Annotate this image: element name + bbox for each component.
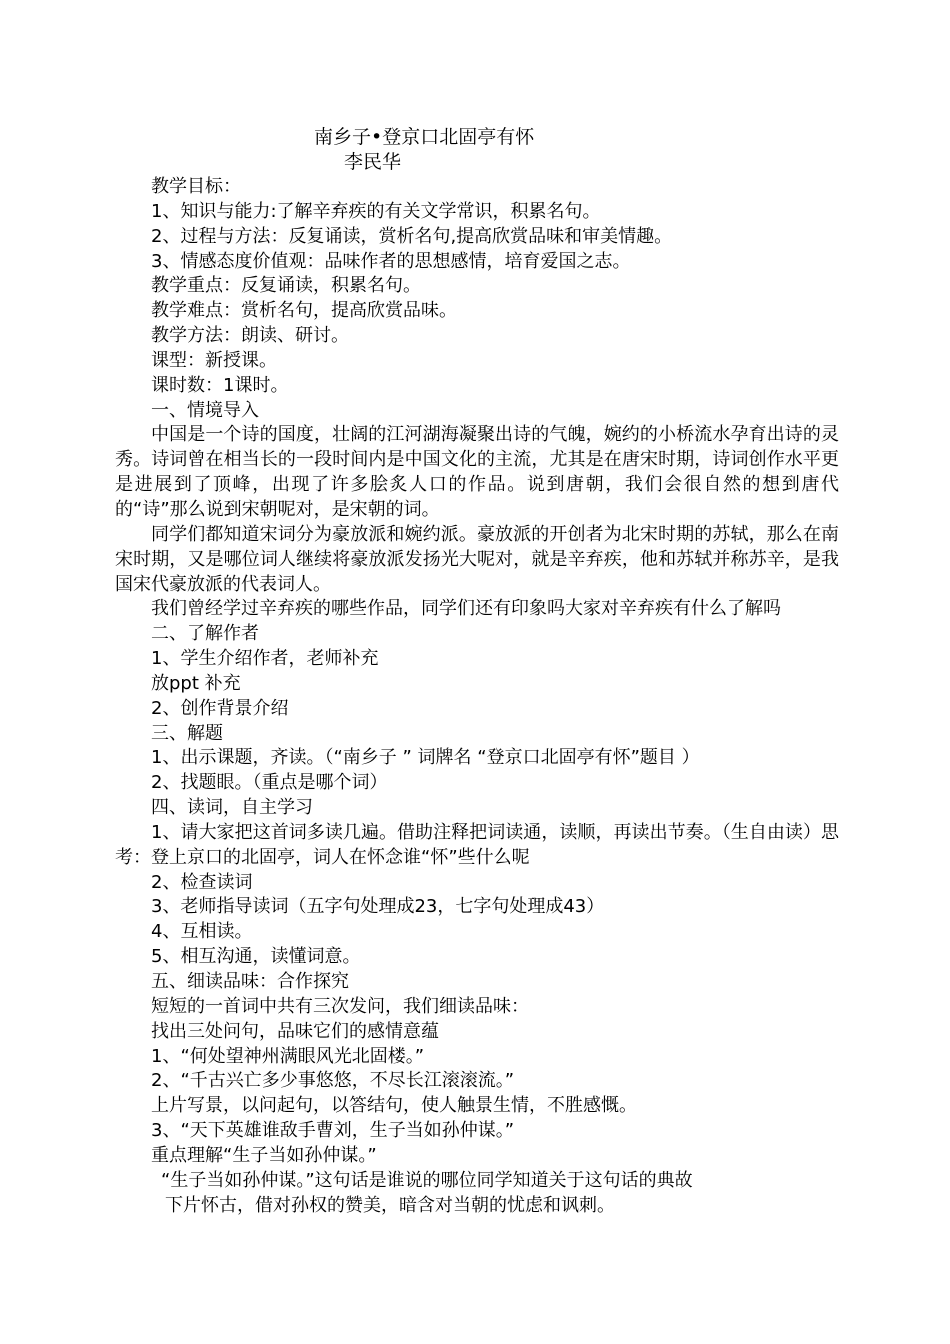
section-heading: 五、细读品味：合作探究 (151, 971, 349, 992)
section-heading: 二、了解作者 (151, 623, 259, 645)
text-line: 2、过程与方法：反复诵读，赏析名句,提高欣赏品味和审美情趣。 (151, 225, 673, 247)
text-line: 2、找题眼。（重点是哪个词） (151, 772, 388, 794)
text-line: 教学方法：朗读、研讨。 (151, 325, 349, 347)
text-line: 课型：新授课。 (151, 349, 277, 371)
text-line: 上片写景，以问起句，以答结句，使人触景生情，不胜感慨。 (151, 1095, 637, 1117)
paragraph: 同学们都知道宋词分为豪放派和婉约派。豪放派的开创者为北宋时期的苏轼，那么在南宋时期，又是哪位词人继续将豪放派发扬光大呢对，就是辛弃疾，他和苏轼并称苏辛，是我国宋代豪放派的代表词人。 (115, 523, 839, 595)
text-line: 教学目标： (151, 176, 241, 197)
text-line: 5、相互沟通，读懂词意。 (151, 946, 361, 968)
quote-line: 2、“千古兴亡多少事悠悠，不尽长江滚滚流。” (151, 1070, 515, 1092)
text-line: 3、情感态度价值观：品味作者的思想感情，培育爱国之志。 (151, 250, 631, 272)
text-line: 教学难点：赏析名句，提高欣赏品味。 (151, 300, 457, 322)
text-line: 重点理解“生子当如孙仲谋。” (151, 1144, 377, 1166)
document-title: 南乡子•登京口北固亭有怀 (314, 126, 535, 148)
text-line: 课时数：1课时。 (151, 374, 289, 396)
paragraph: 1、请大家把这首词多读几遍。借助注释把词读通，读顺，再读出节奏。（生自由读）思考：登上京口的北固亭，词人在怀念谁“怀”些什么呢 (115, 821, 839, 868)
text-line: 3、老师指导读词（五字句处理成23，七字句处理成43） (151, 896, 605, 918)
text-line: 1、出示课题，齐读。（“南乡子 ” 词牌名 “登京口北固亭有怀”题目 ） (151, 747, 700, 769)
text-line: 我们曾经学过辛弃疾的哪些作品，同学们还有印象吗大家对辛弃疾有什么了解吗 (151, 598, 781, 620)
text-line: 1、学生介绍作者，老师补充 (151, 648, 379, 670)
section-heading: 一、情境导入 (151, 399, 259, 421)
text-line: “生子当如孙仲谋。”这句话是谁说的哪位同学知道关于这句话的典故 (161, 1169, 693, 1191)
text-line: 找出三处问句，品味它们的感情意蕴 (151, 1020, 439, 1042)
text-line: 1、知识与能力:了解辛弃疾的有关文学常识，积累名句。 (151, 200, 601, 222)
text-line: 教学重点：反复诵读，积累名句。 (151, 275, 421, 297)
section-heading: 三、解题 (151, 722, 223, 744)
document-author: 李民华 (344, 151, 402, 173)
text-line: 下片怀古，借对孙权的赞美，暗含对当朝的忧虑和讽刺。 (165, 1194, 615, 1216)
text-line: 2、创作背景介绍 (151, 697, 289, 719)
document-body (115, 175, 839, 1218)
text-line: 4、互相读。 (151, 921, 253, 943)
text-line: 2、检查读词 (151, 871, 253, 893)
paragraph: 中国是一个诗的国度，壮阔的江河湖海凝聚出诗的气魄，婉约的小桥流水孕育出诗的灵秀。诗词曾在相当长的一段时间内是中国文化的主流，尤其是在唐宋时期，诗词创作水平更是进展到了顶峰，出现了许多脍炙人口的作品。说到唐朝，我们会很自然的想到唐代的“诗”那么说到宋朝呢对，是宋朝的词。 (115, 424, 839, 520)
section-heading: 四、读词，自主学习 (151, 797, 313, 819)
text-line: 短短的一首词中共有三次发问，我们细读品味： (151, 995, 529, 1017)
text-line: 放ppt 补充 (151, 672, 241, 694)
quote-line: 1、“何处望神州满眼风光北固楼。” (151, 1045, 425, 1067)
quote-line: 3、“天下英雄谁敌手曹刘，生子当如孙仲谋。” (151, 1120, 515, 1142)
